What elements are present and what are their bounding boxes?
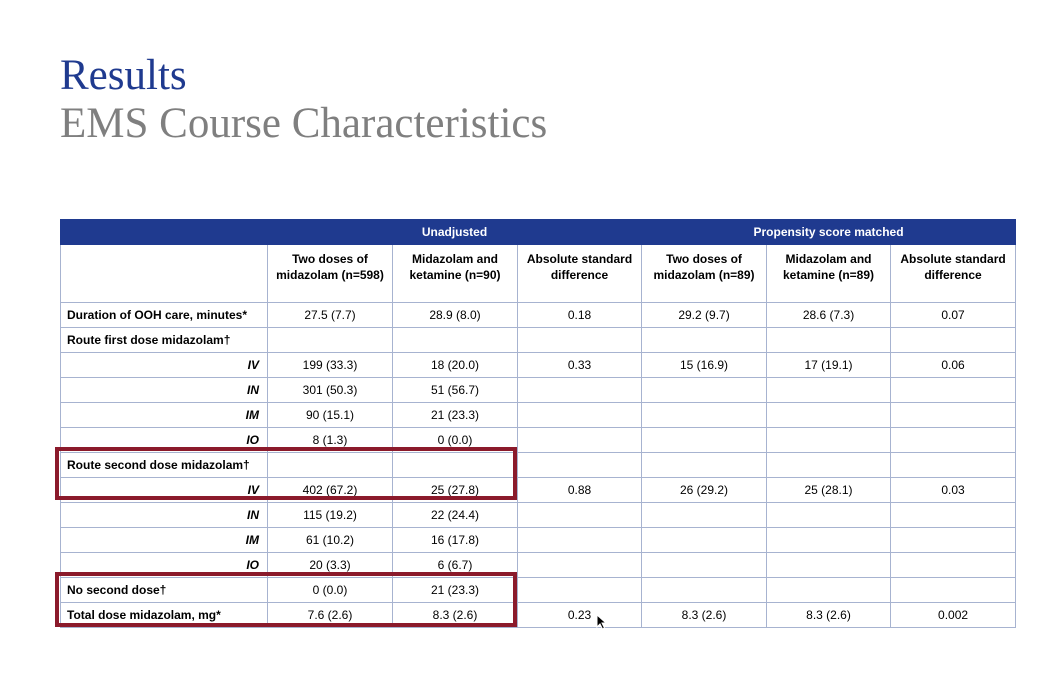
table-cell xyxy=(518,553,642,578)
table-cell: 8.3 (2.6) xyxy=(393,603,518,628)
table-cell xyxy=(891,503,1016,528)
table-cell: 0.33 xyxy=(518,353,642,378)
column-header: Absolute standard difference xyxy=(891,245,1016,303)
mouse-cursor-icon xyxy=(596,614,608,630)
table-row xyxy=(61,303,1016,328)
row-label: IO xyxy=(61,553,268,578)
table-cell xyxy=(891,578,1016,603)
table-cell: 21 (23.3) xyxy=(393,403,518,428)
table-cell: 8 (1.3) xyxy=(268,428,393,453)
table-cell: 27.5 (7.7) xyxy=(268,303,393,328)
row-label: Duration of OOH care, minutes* xyxy=(61,303,268,328)
table-cell: 90 (15.1) xyxy=(268,403,393,428)
table-cell xyxy=(393,453,518,478)
table-cell: 0 (0.0) xyxy=(393,428,518,453)
table-row xyxy=(61,528,1016,553)
table-cell: 51 (56.7) xyxy=(393,378,518,403)
table-group-header-row xyxy=(61,220,1016,245)
results-table xyxy=(60,219,1016,628)
table-row xyxy=(61,553,1016,578)
table-cell xyxy=(891,553,1016,578)
table-row xyxy=(61,478,1016,503)
table-cell: 25 (27.8) xyxy=(393,478,518,503)
table-cell xyxy=(268,453,393,478)
row-label: Route second dose midazolam† xyxy=(61,453,268,478)
table-cell: 7.6 (2.6) xyxy=(268,603,393,628)
table-row xyxy=(61,403,1016,428)
table-cell xyxy=(642,428,767,453)
table-cell xyxy=(393,328,518,353)
row-label: IM xyxy=(61,403,268,428)
table-cell: 22 (24.4) xyxy=(393,503,518,528)
table-cell xyxy=(767,553,891,578)
table-cell: 6 (6.7) xyxy=(393,553,518,578)
table-cell: 21 (23.3) xyxy=(393,578,518,603)
column-header: Midazolam and ketamine (n=90) xyxy=(393,245,518,303)
row-label: IV xyxy=(61,353,268,378)
table-row xyxy=(61,428,1016,453)
table-cell: 17 (19.1) xyxy=(767,353,891,378)
table-cell xyxy=(642,553,767,578)
table-cell xyxy=(518,453,642,478)
table-cell: 199 (33.3) xyxy=(268,353,393,378)
table-cell: 8.3 (2.6) xyxy=(767,603,891,628)
table-cell xyxy=(642,328,767,353)
table-cell xyxy=(767,578,891,603)
table-cell xyxy=(767,378,891,403)
table-cell: 16 (17.8) xyxy=(393,528,518,553)
table-cell: 115 (19.2) xyxy=(268,503,393,528)
table-cell: 0.23 xyxy=(518,603,642,628)
table-cell xyxy=(891,453,1016,478)
table-row xyxy=(61,378,1016,403)
table-row xyxy=(61,503,1016,528)
column-header: Midazolam and ketamine (n=89) xyxy=(767,245,891,303)
table-cell: 0.18 xyxy=(518,303,642,328)
table-cell: 26 (29.2) xyxy=(642,478,767,503)
table-cell: 25 (28.1) xyxy=(767,478,891,503)
row-label: Route first dose midazolam† xyxy=(61,328,268,353)
group-header-matched: Propensity score matched xyxy=(642,220,1016,245)
row-label: IN xyxy=(61,503,268,528)
slide-subtitle: EMS Course Characteristics xyxy=(60,100,548,147)
table-cell: 61 (10.2) xyxy=(268,528,393,553)
table-row xyxy=(61,328,1016,353)
table-cell: 0.88 xyxy=(518,478,642,503)
table-cell xyxy=(891,528,1016,553)
table-cell: 0.06 xyxy=(891,353,1016,378)
table-body xyxy=(61,303,1016,628)
table-cell xyxy=(767,428,891,453)
table-cell: 20 (3.3) xyxy=(268,553,393,578)
table-cell xyxy=(767,528,891,553)
table-cell xyxy=(518,428,642,453)
table-cell xyxy=(642,453,767,478)
table-cell xyxy=(642,378,767,403)
row-label: Total dose midazolam, mg* xyxy=(61,603,268,628)
table-cell: 0.002 xyxy=(891,603,1016,628)
column-header: Absolute standard difference xyxy=(518,245,642,303)
table-cell xyxy=(891,403,1016,428)
column-header: Two doses of midazolam (n=598) xyxy=(268,245,393,303)
table-cell xyxy=(518,328,642,353)
table-cell: 402 (67.2) xyxy=(268,478,393,503)
table-cell xyxy=(642,503,767,528)
table-cell: 28.9 (8.0) xyxy=(393,303,518,328)
table-cell xyxy=(642,403,767,428)
table-cell xyxy=(767,328,891,353)
group-header-blank xyxy=(61,220,268,245)
table-cell: 8.3 (2.6) xyxy=(642,603,767,628)
table-cell xyxy=(518,528,642,553)
column-header: Two doses of midazolam (n=89) xyxy=(642,245,767,303)
table-cell: 18 (20.0) xyxy=(393,353,518,378)
table-cell xyxy=(891,328,1016,353)
row-label: IV xyxy=(61,478,268,503)
table-cell: 28.6 (7.3) xyxy=(767,303,891,328)
table-row xyxy=(61,603,1016,628)
table-cell xyxy=(518,503,642,528)
table-cell xyxy=(891,428,1016,453)
table-cell xyxy=(642,578,767,603)
table-cell xyxy=(268,328,393,353)
table-row xyxy=(61,453,1016,478)
table-cell xyxy=(518,378,642,403)
row-label: IM xyxy=(61,528,268,553)
table-cell: 301 (50.3) xyxy=(268,378,393,403)
row-label: No second dose† xyxy=(61,578,268,603)
group-header-unadjusted: Unadjusted xyxy=(268,220,642,245)
table-cell xyxy=(767,403,891,428)
table-row xyxy=(61,353,1016,378)
table-cell: 15 (16.9) xyxy=(642,353,767,378)
table-cell: 0 (0.0) xyxy=(268,578,393,603)
table-row xyxy=(61,578,1016,603)
table-cell: 29.2 (9.7) xyxy=(642,303,767,328)
table-cell: 0.03 xyxy=(891,478,1016,503)
column-header-blank xyxy=(61,245,268,303)
table-column-header-row xyxy=(61,245,1016,303)
slide-title: Results xyxy=(60,52,187,99)
table-cell: 0.07 xyxy=(891,303,1016,328)
row-label: IO xyxy=(61,428,268,453)
table-cell xyxy=(767,503,891,528)
table-cell xyxy=(767,453,891,478)
table-cell xyxy=(518,403,642,428)
table-cell xyxy=(518,578,642,603)
table-cell xyxy=(642,528,767,553)
table-cell xyxy=(891,378,1016,403)
row-label: IN xyxy=(61,378,268,403)
